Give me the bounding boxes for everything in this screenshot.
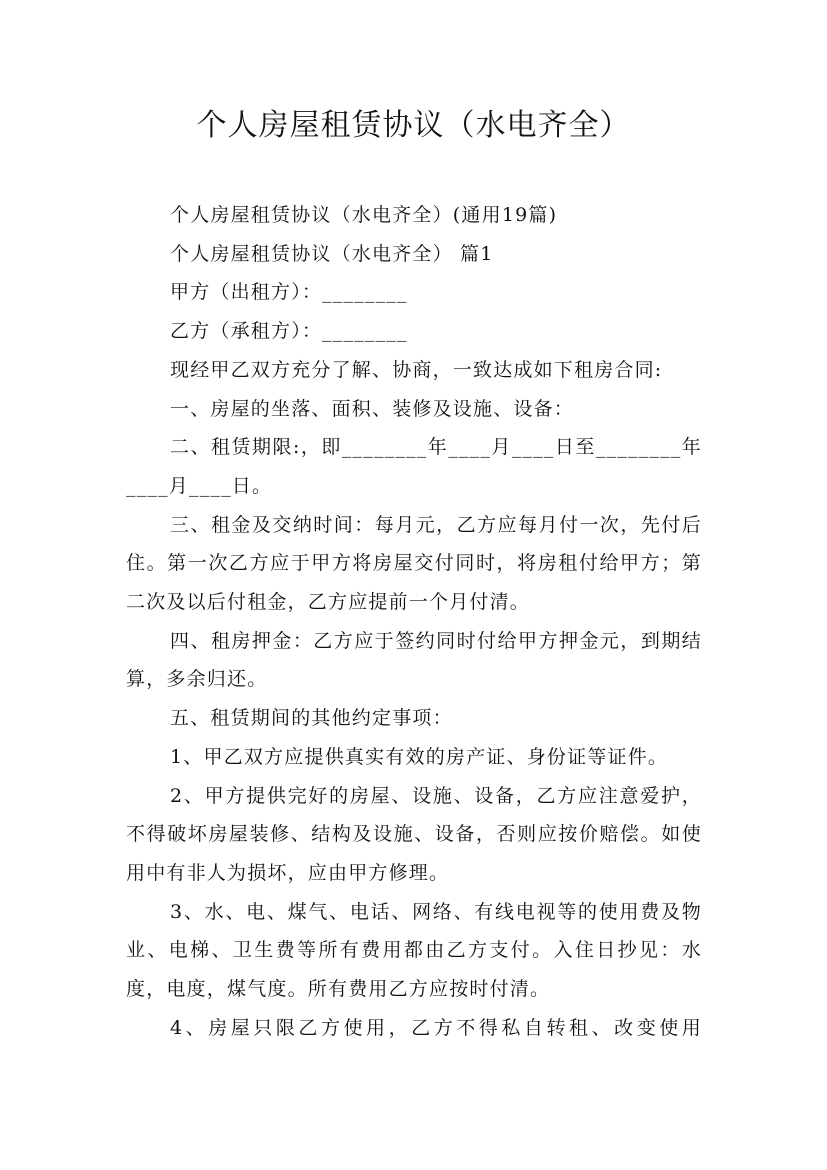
paragraph-intro: 现经甲乙双方充分了解、协商，一致达成如下租房合同: [170,358,663,381]
paragraph-clause-1: 一、房屋的坐落、面积、装修及设施、设备： [170,397,575,420]
paragraph-clause-3: 三、租金及交纳时间：每月元，乙方应每月付一次，先付后住。第一次乙方应于甲方将房屋交付同时，将房租付给甲方；第二次及以后付租金，乙方应提前一个月付清。 [126,513,702,614]
paragraph-item-2: 2、甲方提供完好的房屋、设施、设备，乙方应注意爱护，不得破坏房屋装修、结构及设施、设备，否则应按价赔偿。如使用中有非人为损坏，应由甲方修理。 [126,784,702,884]
paragraph-clause-2: 二、租赁期限:，即________年____月____日至________年____月____日。 [126,436,702,497]
document-title: 个人房屋租赁协议（水电齐全） [196,108,631,143]
paragraph-item-3: 3、水、电、煤气、电话、网络、有线电视等的使用费及物业、电梯、卫生费等所有费用都由乙方支付。入住日抄见：水度，电度，煤气度。所有费用乙方应按时付清。 [126,900,702,1001]
paragraph-clause-4: 四、租房押金：乙方应于签约同时付给甲方押金元，到期结算，多余归还。 [126,629,702,691]
document-body [126,196,702,1047]
paragraph-subtitle: 个人房屋租赁协议（水电齐全）(通用19篇) [170,204,558,226]
paragraph-party-a: 甲方（出租方）：________ [170,281,408,304]
paragraph-item-1: 1、甲乙双方应提供真实有效的房产证、身份证等证件。 [170,745,669,768]
paragraph-item-4: 4、房屋只限乙方使用，乙方不得私自转租、改变使用 [170,1016,702,1039]
paragraph-section-heading: 个人房屋租赁协议（水电齐全） 篇1 [170,242,494,265]
paragraph-party-b: 乙方（承租方）：________ [170,320,408,343]
paragraph-clause-5: 五、租赁期间的其他约定事项： [170,707,453,730]
